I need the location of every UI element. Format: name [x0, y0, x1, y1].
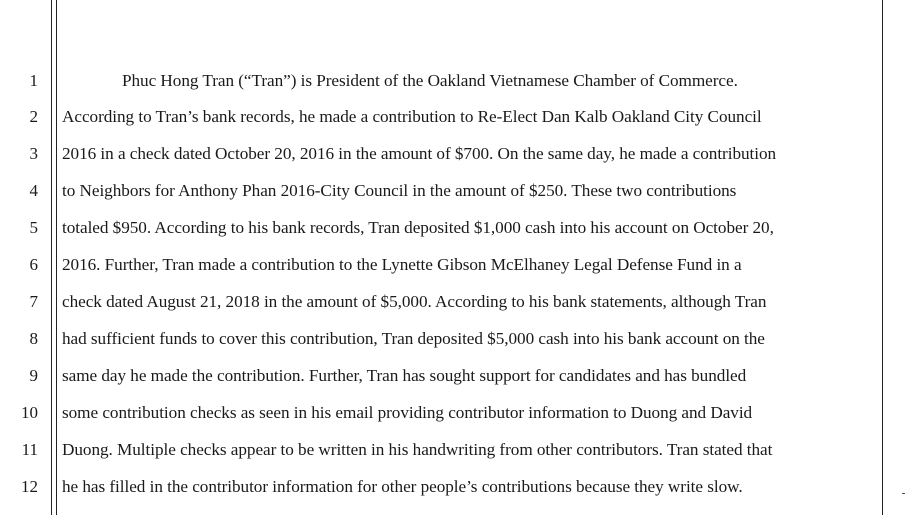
paragraph-line: 2016. Further, Tran made a contribution to the Lynette Gibson McElhaney Legal Defense Fund in a — [62, 255, 742, 274]
right-margin-rule — [882, 0, 883, 515]
line-number: 6 — [29, 255, 38, 274]
paragraph-line: to Neighbors for Anthony Phan 2016-City Council in the amount of $250. These two contributions — [62, 181, 737, 200]
paragraph-line: 2016 in a check dated October 20, 2016 in the amount of $700. On the same day, he made a contribution — [62, 144, 777, 163]
line-number: 7 — [29, 292, 38, 311]
paragraph-line: Phuc Hong Tran (“Tran”) is President of the Oakland Vietnamese Chamber of Commerce. — [122, 71, 738, 90]
paragraph-line: Duong. Multiple checks appear to be written in his handwriting from other contributors. Tran stated that — [62, 440, 773, 459]
line-number: 8 — [29, 329, 38, 348]
paragraph-line: totaled $950. According to his bank records, Tran deposited $1,000 cash into his account on October 20, — [62, 218, 774, 237]
line-number: 9 — [29, 366, 38, 385]
left-margin-rule-outer — [51, 0, 52, 515]
paragraph-line: same day he made the contribution. Further, Tran has sought support for candidates and has bundled — [62, 366, 747, 385]
left-margin-rule-inner — [56, 0, 57, 515]
line-number: 5 — [29, 218, 38, 237]
edge-mark — [902, 493, 905, 494]
line-number: 10 — [21, 403, 38, 422]
paragraph-line: check dated August 21, 2018 in the amount of $5,000. According to his bank statements, although Tran — [62, 292, 767, 311]
paragraph-line: had sufficient funds to cover this contribution, Tran deposited $5,000 cash into his bank account on the — [62, 329, 765, 348]
line-number: 4 — [29, 181, 38, 200]
line-number: 3 — [29, 144, 38, 163]
line-number: 1 — [29, 71, 38, 90]
paragraph-line: he has filled in the contributor information for other people’s contributions because they write slow. — [62, 477, 743, 496]
line-number: 12 — [21, 477, 38, 496]
line-number: 2 — [29, 107, 38, 126]
line-number: 11 — [21, 440, 38, 459]
paragraph-line: According to Tran’s bank records, he made a contribution to Re-Elect Dan Kalb Oakland City Council — [62, 107, 762, 126]
paragraph-line: some contribution checks as seen in his email providing contributor information to Duong and David — [62, 403, 753, 422]
